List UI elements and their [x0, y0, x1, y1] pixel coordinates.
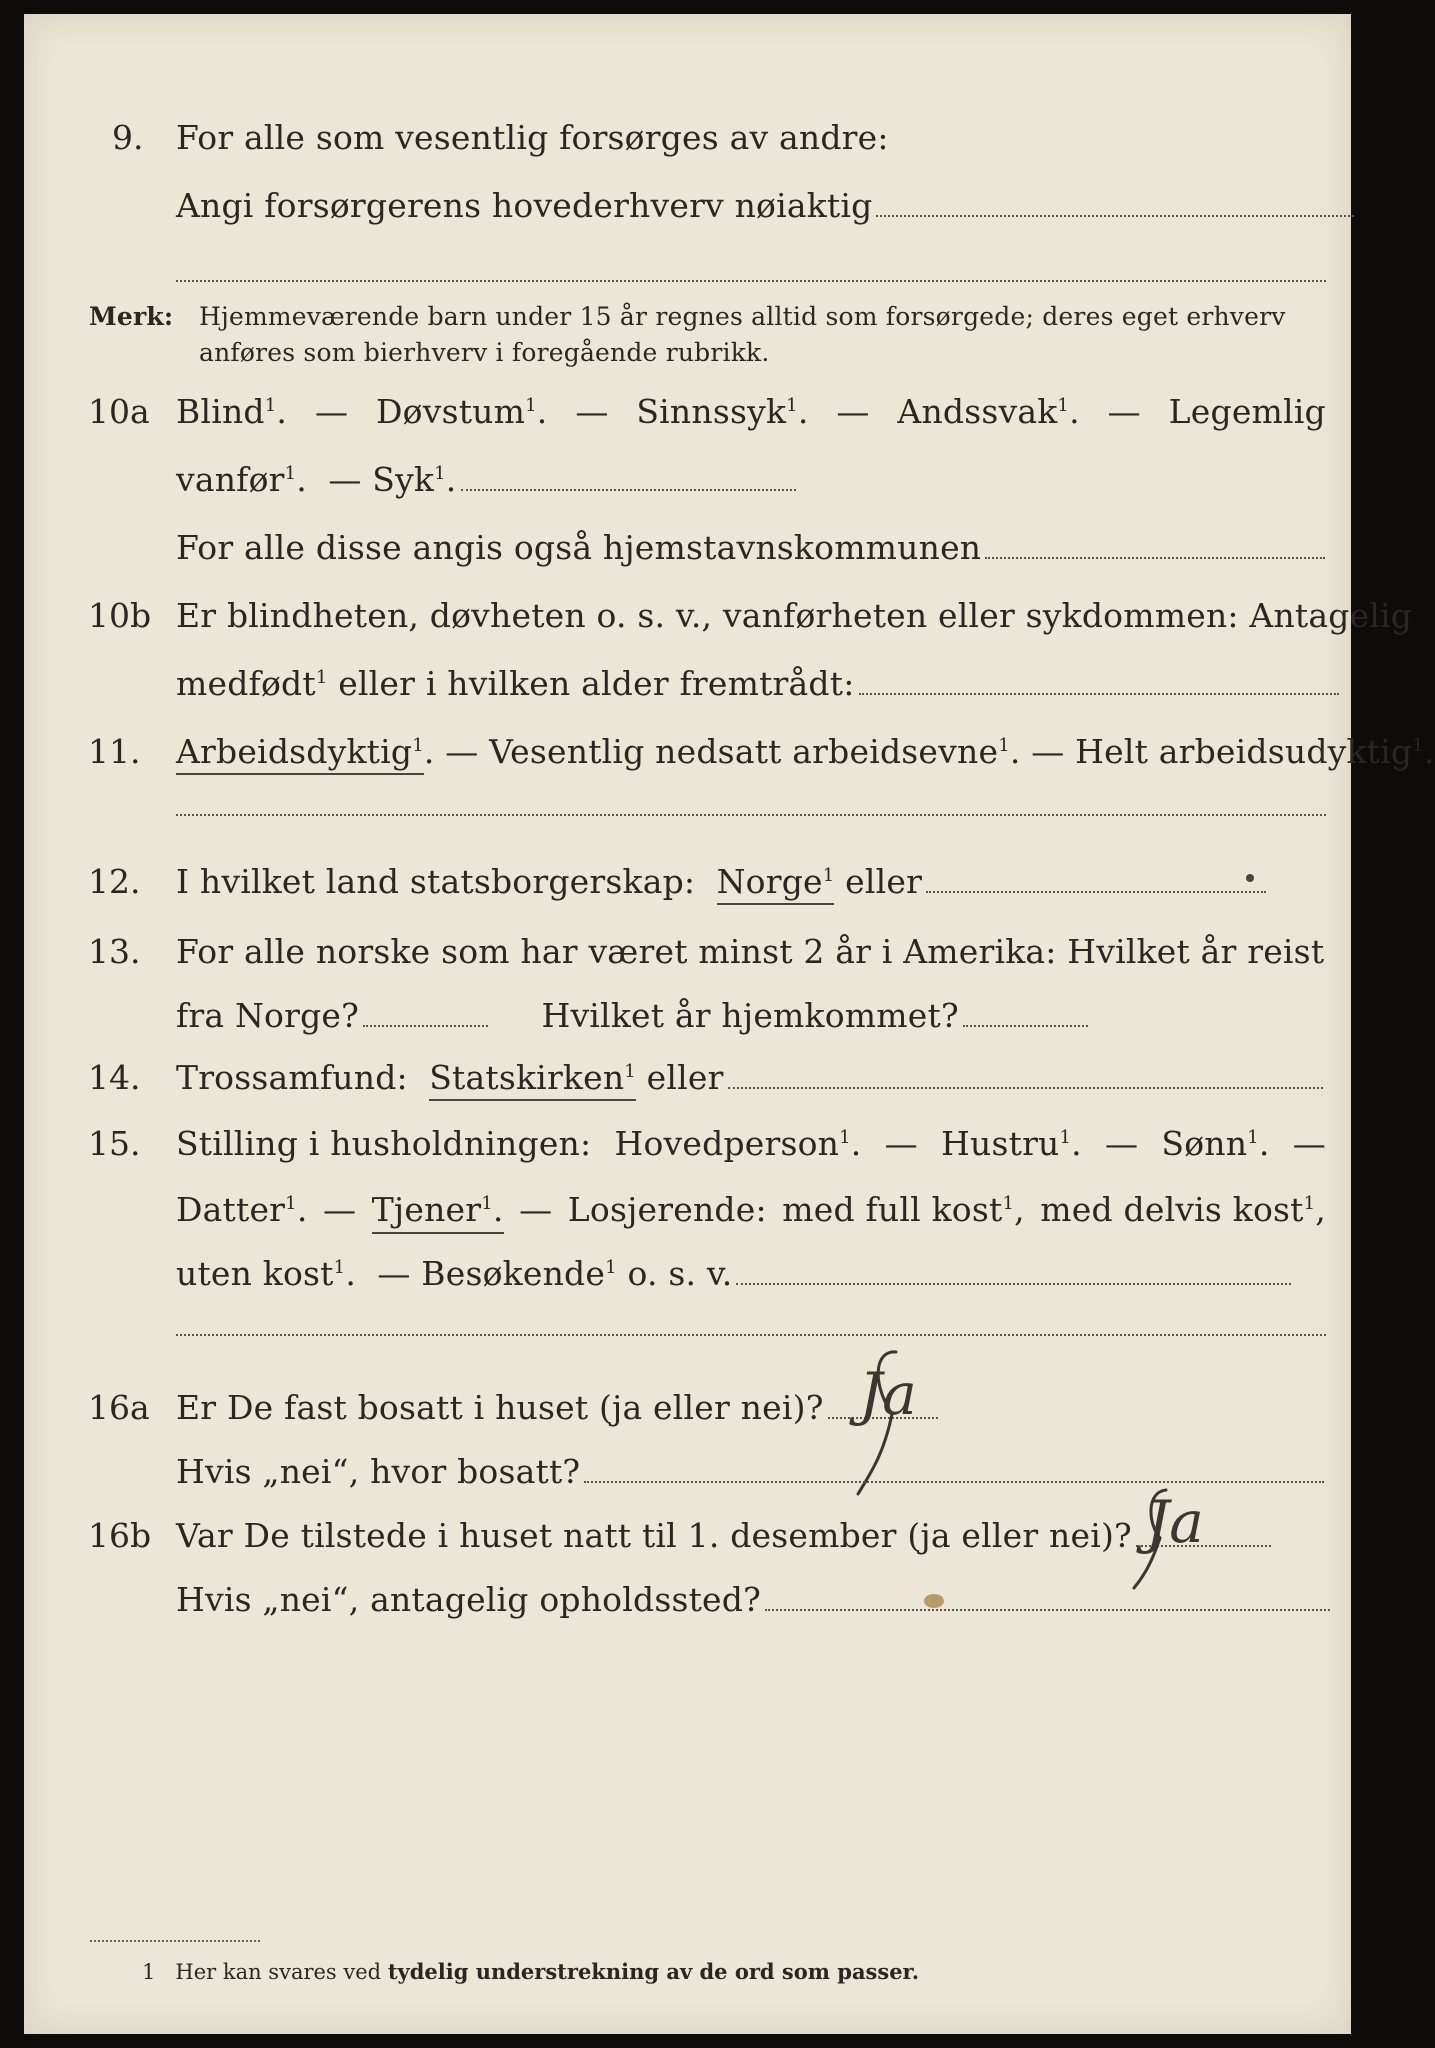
merk-line1: Hjemmeværende barn under 15 år regnes alltid som forsørgede; deres eget erhverv — [199, 302, 1286, 331]
q15-tjener-underlined: Tjener$^1$. — [372, 1190, 504, 1234]
q9-answer-field — [876, 214, 1354, 217]
q14-field — [728, 1086, 1323, 1089]
q10a-syk-field — [461, 488, 796, 491]
q10a-number: 10a — [88, 392, 150, 431]
q10a-sinnssyk: Sinnssyk$^1$. — [636, 392, 809, 431]
q16b-number: 16b — [88, 1516, 152, 1555]
q16b-opholdssted-field — [765, 1608, 1330, 1611]
q15-line3: uten kost$^1$. — Besøkende$^1$ o. s. v. — [176, 1254, 1291, 1294]
q12-line: I hvilket land statsborgerskap: Norge$^1$ eller — [176, 862, 1266, 902]
q15-line2: Datter$^1$. — Tjener$^1$. — Losjerende: med full kost$^1$, med delvis kost$^1$, — [176, 1190, 1326, 1234]
q10a-line3: For alle disse angis også hjemstavnskommunen — [176, 528, 1325, 568]
q15-number: 15. — [88, 1124, 141, 1163]
q9-answer-rule — [176, 280, 1326, 282]
q11-arbeidsdyktig-underlined: Arbeidsdyktig$^1$ — [176, 732, 424, 775]
q13-number: 13. — [88, 932, 141, 971]
q13-hjem-field — [963, 1024, 1088, 1027]
q16a-number: 16a — [88, 1388, 150, 1427]
q10b-line2: medfødt$^1$ eller i hvilken alder fremtrådt: — [176, 664, 1339, 704]
q13-line1: For alle norske som har været minst 2 år i Amerika: Hvilket år reist — [176, 932, 1325, 971]
q16b-line1: Var De tilstede i huset natt til 1. desember (ja eller nei)? — [176, 1516, 1271, 1556]
q11-line: Arbeidsdyktig$^1$. — Vesentlig nedsatt arbeidsevne$^1$. — Helt arbeidsudyktig$^1$. — [176, 732, 1435, 772]
q16a-handwritten-answer: Ja — [859, 1360, 917, 1428]
footnote-bold: tydelig understrekning av de ord som passer. — [387, 1959, 920, 1984]
q16a-line2: Hvis „nei“, hvor bosatt? — [176, 1452, 1324, 1492]
q16a-bosatt-field — [584, 1480, 1324, 1483]
q10a-line2: vanfør$^1$. — Syk$^1$. — [176, 460, 796, 500]
q9-line1: For alle som vesentlig forsørges av andre: — [176, 118, 889, 157]
q16b-handwritten-stroke — [1114, 1484, 1184, 1594]
q11-answer-rule — [176, 814, 1326, 816]
q16b-line2: Hvis „nei“, antagelig opholdssted? — [176, 1580, 1330, 1620]
q15-answer-rule — [176, 1334, 1326, 1336]
q10b-line1: Er blindheten, døvheten o. s. v., vanførheten eller sykdommen: Antagelig — [176, 596, 1413, 635]
q9-line2-text: Angi forsørgerens hovederhverv nøiaktig — [176, 186, 873, 225]
q9-line2 — [176, 186, 1354, 226]
merk-label: Merk: — [89, 302, 174, 331]
q10b-field — [859, 692, 1339, 695]
q10a-line1 — [176, 392, 1326, 432]
ink-dot — [1246, 874, 1254, 882]
q12-field — [926, 890, 1266, 893]
footnote — [142, 1958, 919, 1986]
q10a-dash4: — — [1107, 392, 1141, 431]
paper-stain — [924, 1594, 944, 1608]
q10a-dash3: — — [836, 392, 870, 431]
q10a-dash2: — — [575, 392, 609, 431]
q16b-handwritten-answer: Ja — [1146, 1488, 1204, 1556]
q10a-legemlig: Legemlig — [1168, 392, 1326, 431]
q15-line1: Stilling i husholdningen: Hovedperson$^1$. — Hustru$^1$. — Sønn$^1$. — — [176, 1124, 1326, 1163]
q9-number: 9. — [112, 118, 144, 157]
footnote-text: Her kan svares ved — [175, 1960, 382, 1984]
q10a-dovstum: Døvstum$^1$. — [376, 392, 548, 431]
q10a-blind: Blind$^1$. — [176, 392, 288, 431]
footnote-mark: 1 — [142, 1960, 156, 1984]
q12-norge-underlined: Norge$^1$ — [717, 862, 835, 905]
footnote-rule — [90, 1940, 260, 1942]
q14-statskirken-underlined: Statskirken$^1$ — [429, 1058, 636, 1101]
merk-line2: anføres som bierhverv i foregående rubrikk. — [199, 338, 770, 367]
q10b-number: 10b — [88, 596, 152, 635]
q13-line2: fra Norge? Hvilket år hjemkommet? — [176, 996, 1088, 1036]
q13-fra-field — [363, 1024, 488, 1027]
q12-number: 12. — [88, 862, 141, 901]
census-form-page — [24, 14, 1435, 2034]
q11-number: 11. — [88, 732, 141, 771]
q10a-andssvak: Andssvak$^1$. — [897, 392, 1080, 431]
q14-line: Trossamfund: Statskirken$^1$ eller — [176, 1058, 1323, 1098]
q14-number: 14. — [88, 1058, 141, 1097]
q15-field — [736, 1282, 1291, 1285]
q10a-dash1: — — [314, 392, 349, 431]
q10a-hjemstavn-field — [985, 556, 1325, 559]
q16a-line1: Er De fast bosatt i huset (ja eller nei)? — [176, 1388, 938, 1428]
